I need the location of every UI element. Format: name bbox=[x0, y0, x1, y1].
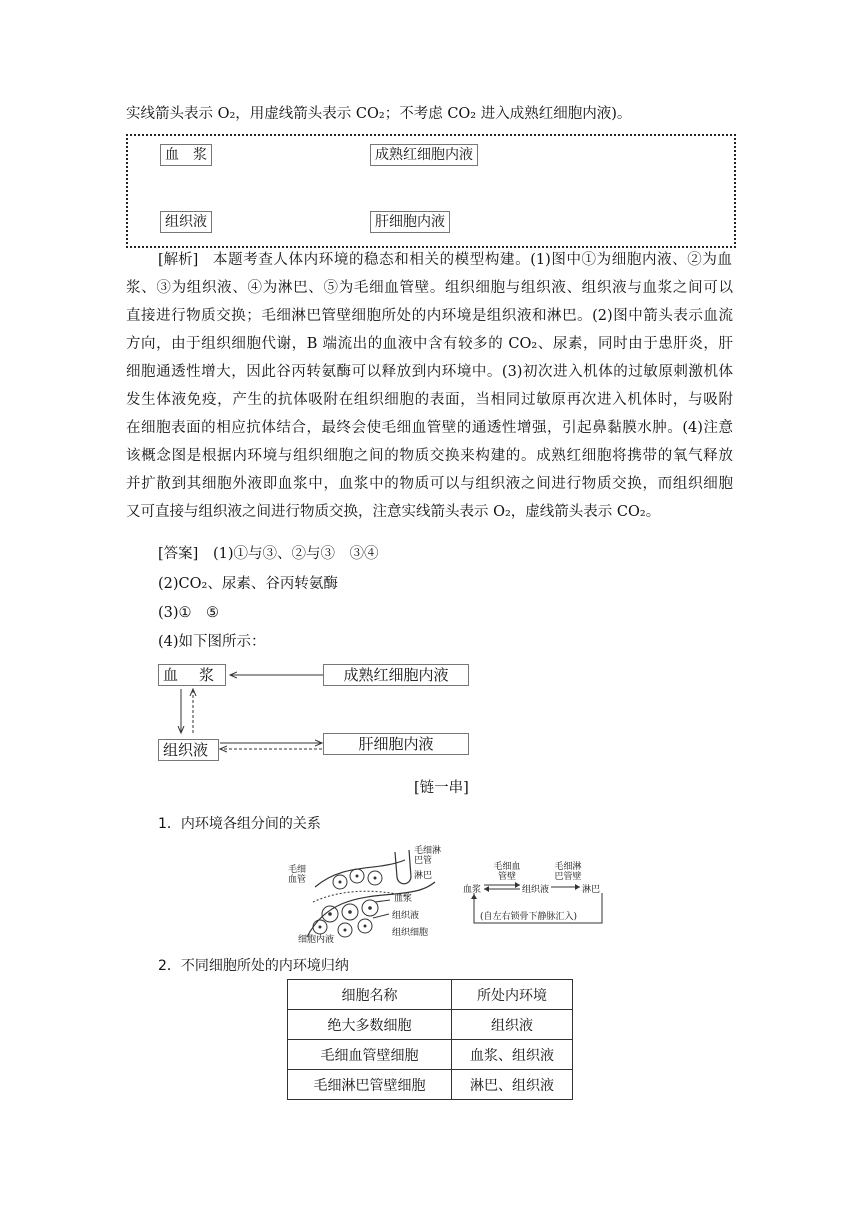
analysis-line: 浆、③为组织液、④为淋巴、⑤为毛细血管壁。组织细胞与组织液、组织液与血浆之间可以 bbox=[126, 280, 733, 296]
heading-1: 1．内环境各组分间的关系 bbox=[158, 816, 321, 832]
flow-label-plasma: 血浆 bbox=[463, 885, 482, 895]
table-cell: 淋巴、组织液 bbox=[452, 1070, 573, 1100]
table-header-cell: 所处内环境 bbox=[452, 980, 573, 1010]
table-row bbox=[288, 1040, 573, 1070]
flow-label-tissue: 组织液 bbox=[522, 885, 550, 895]
fig-label-intracell: 细胞内液 bbox=[298, 935, 335, 945]
answer-line: (2)CO₂、尿素、谷丙转氨酶 bbox=[158, 576, 338, 592]
table-cell: 毛细淋巴管壁细胞 bbox=[288, 1070, 452, 1100]
chain-title: [链一串] bbox=[414, 780, 469, 796]
analysis-line: 本题考查人体内环境的稳态和相关的模型构建。(1)图中①为细胞内液、②为血 bbox=[213, 252, 732, 268]
analysis-line: 又可直接与组织液之间进行物质交换，注意实线箭头表示 O₂，虚线箭头表示 CO₂。 bbox=[126, 504, 661, 520]
fig-label-tissue: 组织液 bbox=[392, 911, 420, 921]
answer-line: (3)① ⑤ bbox=[158, 605, 220, 621]
table-cell: 毛细血管壁细胞 bbox=[288, 1040, 452, 1070]
answer-line: (4)如下图所示： bbox=[158, 634, 266, 650]
cell-environment-table bbox=[287, 979, 573, 1100]
flow-label-lymph-wall: 毛细淋巴管壁 bbox=[554, 862, 582, 882]
analysis-line: 并扩散到其细胞外液即血浆中，血浆中的物质可以与组织液之间进行物质交换，而组织细胞 bbox=[126, 476, 733, 492]
analysis-line: 方向，由于组织细胞代谢，B 端流出的血液中含有较多的 CO₂、尿素，同时由于患肝炎，肝 bbox=[126, 336, 733, 352]
analysis-line: 直接进行物质交换；毛细淋巴管壁细胞所处的内环境是组织液和淋巴。(2)图中箭头表示血流 bbox=[126, 308, 733, 324]
fig-label-lymph-cap: 毛细淋巴管 bbox=[414, 846, 442, 866]
analysis-line: 该概念图是根据内环境与组织细胞之间的物质交换来构建的。成熟红细胞将携带的氧气释放 bbox=[126, 448, 733, 464]
q-box-plasma: 血 浆 bbox=[160, 144, 212, 166]
q-box-liver: 肝细胞内液 bbox=[370, 211, 450, 233]
flow-label-return: (自左右锁骨下静脉汇入) bbox=[480, 912, 578, 922]
fig-label-lymph: 淋巴 bbox=[414, 871, 433, 881]
a-box-tissue: 组织液 bbox=[158, 739, 219, 761]
heading-2: 2．不同细胞所处的内环境归纳 bbox=[158, 958, 349, 974]
a-box-liver: 肝细胞内液 bbox=[323, 733, 469, 755]
table-cell: 绝大多数细胞 bbox=[288, 1010, 452, 1040]
a-box-plasma: 血 浆 bbox=[158, 664, 226, 686]
answer-line: (1)①与③、②与③ ③④ bbox=[213, 546, 379, 562]
fig-label-plasma: 血浆 bbox=[394, 894, 413, 904]
analysis-line: 发生体液免疫，产生的抗体吸附在组织细胞的表面，当相同过敏原再次进入机体时，与吸附 bbox=[126, 392, 733, 408]
q-box-tissue: 组织液 bbox=[160, 211, 212, 233]
table-header-row bbox=[288, 980, 573, 1010]
table-cell: 组织液 bbox=[452, 1010, 573, 1040]
table-row bbox=[288, 1010, 573, 1040]
table-row bbox=[288, 1070, 573, 1100]
q-box-rbc: 成熟红细胞内液 bbox=[370, 144, 478, 166]
analysis-label: [解析] bbox=[158, 252, 199, 268]
table-cell: 血浆、组织液 bbox=[452, 1040, 573, 1070]
table-header-cell: 细胞名称 bbox=[288, 980, 452, 1010]
analysis-line: 细胞通透性增大，因此谷丙转氨酶可以释放到内环境中。(3)初次进入机体的过敏原刺激机体 bbox=[126, 364, 733, 380]
flow-label-cap-wall: 毛细血管壁 bbox=[493, 862, 521, 882]
analysis-line: 在细胞表面的相应抗体结合，最终会使毛细血管壁的通透性增强，引起鼻黏膜水肿。(4)注意 bbox=[126, 420, 733, 436]
fig-label-cap: 毛细血管 bbox=[288, 865, 307, 885]
intro-line: 实线箭头表示 O₂，用虚线箭头表示 CO₂；不考虑 CO₂ 进入成熟红细胞内液)。 bbox=[126, 106, 632, 122]
a-box-rbc: 成熟红细胞内液 bbox=[323, 664, 469, 686]
answer-label: [答案] bbox=[158, 546, 199, 562]
fig-label-tissue-cells: 组织细胞 bbox=[392, 928, 429, 938]
flow-label-lymph: 淋巴 bbox=[582, 885, 601, 895]
